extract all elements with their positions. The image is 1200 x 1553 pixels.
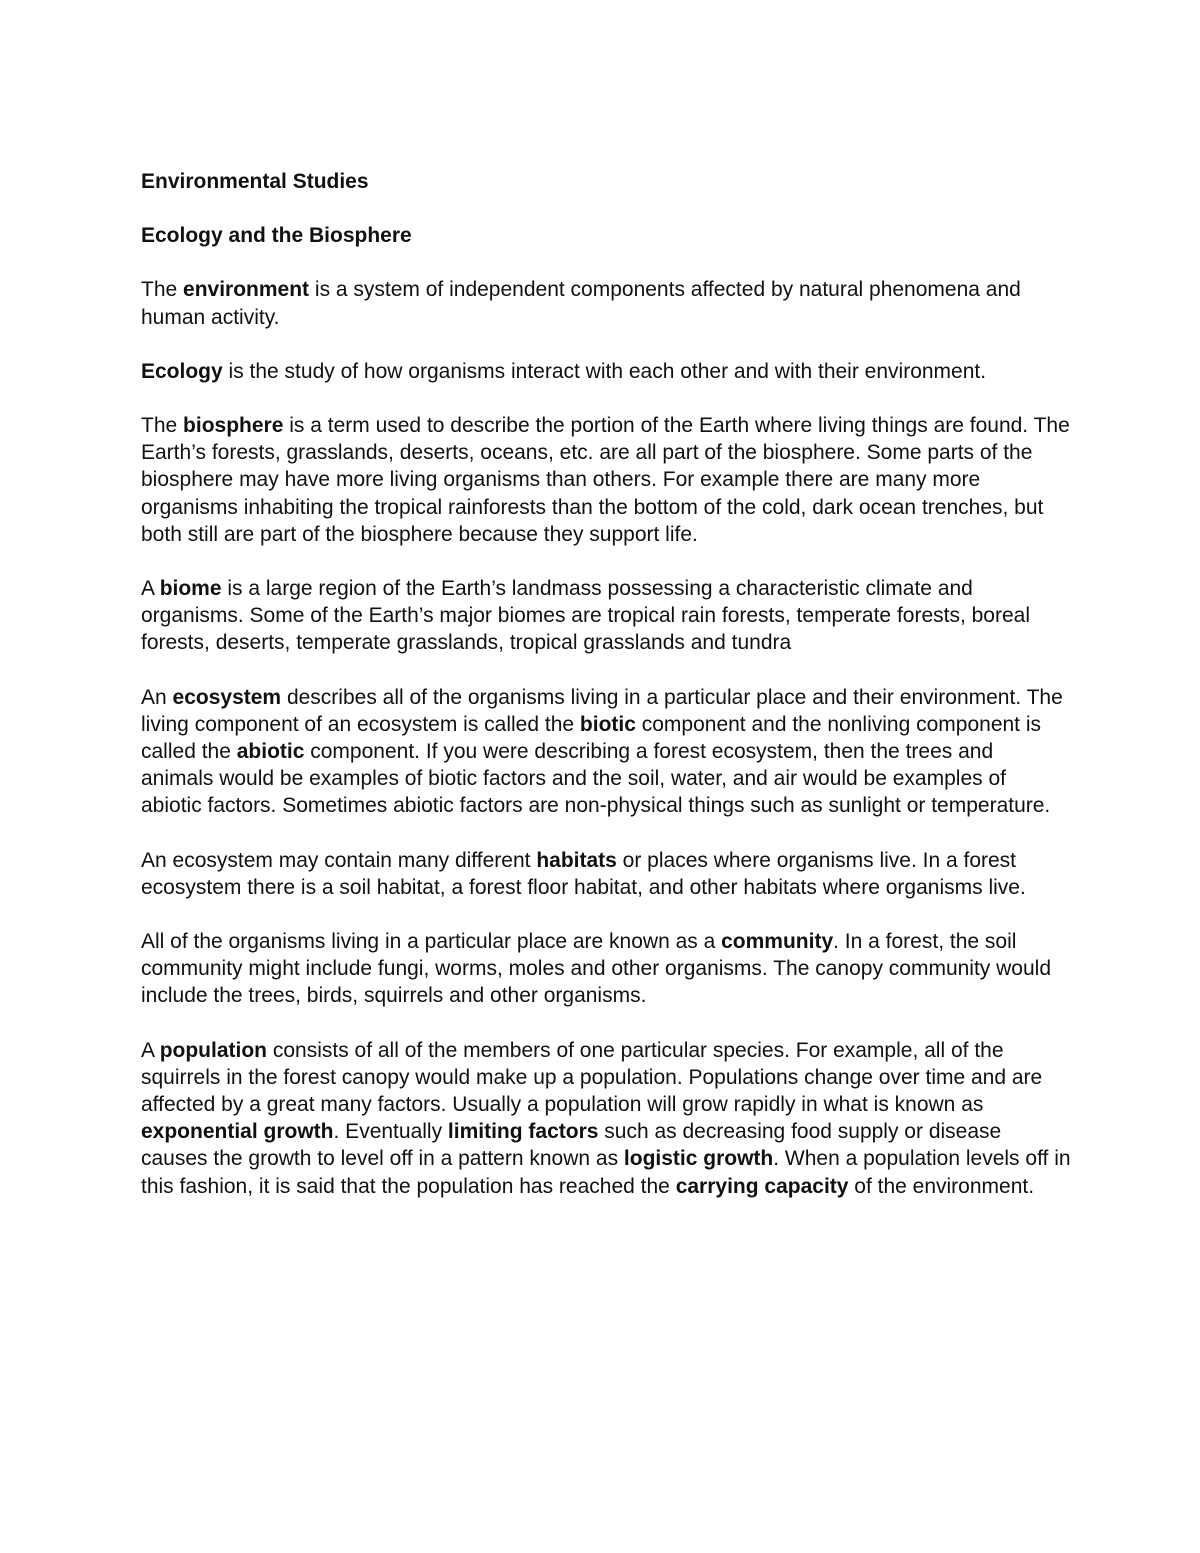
text-run: is a system of independent components affected by natural phenomena and human activity.: [141, 278, 1021, 329]
text-run: component. If you were describing a forest ecosystem, then the trees and animals would be examples of biotic factors and the soil, water, and air would be examples of abiotic factors. Sometimes abiotic factors are non-physical things such as sunlight or temperature.: [141, 740, 1051, 818]
document-title: Environmental Studies: [141, 170, 369, 193]
key-term-biotic: biotic: [579, 712, 636, 736]
key-term-logistic-growth: logistic growth: [623, 1147, 774, 1171]
text-run: component and the nonliving component is called the: [141, 712, 1042, 764]
key-term-ecosystem: ecosystem: [172, 685, 282, 709]
key-term-ecology: Ecology: [141, 359, 223, 383]
key-term-population: population: [159, 1038, 267, 1062]
text-run: The: [141, 278, 184, 302]
text-run: of the environment.: [848, 1174, 1035, 1198]
paragraph-biome: [141, 575, 1071, 657]
text-run: The: [141, 414, 184, 438]
text-run: A: [141, 1038, 160, 1062]
text-run: is a term used to describe the portion of the Earth where living things are found. The Earth’s forests, grasslands, deserts, oceans, etc. are all part of the biosphere. Some parts of the biosphere may have more living organisms than others. For example there are many more organisms inhabiting the tropical rainforests than the bottom of the cold, dark ocean trenches, but both still are part of the biosphere because they support life.: [141, 414, 1070, 546]
text-run: describes all of the organisms living in a particular place and their environment. The living component of an ecosystem is called the: [141, 685, 1063, 736]
text-run: such as decreasing food supply or disease causes the growth to level off in a pattern known as: [141, 1120, 1002, 1171]
key-term-limiting-factors: limiting factors: [447, 1120, 599, 1144]
text-run: An: [141, 685, 173, 709]
key-term-habitats: habitats: [536, 848, 617, 872]
paragraph-community: [141, 928, 1071, 1010]
text-run: is the study of how organisms interact with each other and with their environment.: [222, 359, 987, 383]
key-term-abiotic: abiotic: [236, 740, 305, 764]
text-run: or places where organisms live. In a forest ecosystem there is a soil habitat, a forest floor habitat, and other habitats where organisms live.: [141, 848, 1026, 899]
paragraph-ecology: [141, 358, 1071, 385]
text-run: . When a population levels off in this fashion, it is said that the population has reached the: [141, 1147, 1071, 1198]
key-term-exponential-growth: exponential growth: [141, 1120, 334, 1144]
text-run: All of the organisms living in a particular place are known as a: [141, 930, 722, 954]
key-term-carrying-capacity: carrying capacity: [675, 1174, 849, 1198]
key-term-biosphere: biosphere: [183, 414, 284, 438]
section-heading: Ecology and the Biosphere: [141, 224, 412, 248]
text-run: . In a forest, the soil community might include fungi, worms, moles and other organisms. The canopy community would include the trees, birds, squirrels and other organisms.: [141, 930, 1052, 1008]
document-page: [141, 168, 1071, 1200]
paragraph-habitats: [141, 847, 1071, 901]
paragraph-biosphere: [141, 412, 1071, 548]
paragraph-ecosystem: [141, 684, 1071, 820]
paragraph-environment: [141, 276, 1071, 330]
paragraph-population: [141, 1037, 1071, 1200]
text-run: . Eventually: [333, 1120, 448, 1144]
text-run: consists of all of the members of one particular species. For example, all of the squirrels in the forest canopy would make up a population. Populations change over time and are affected by a great many factors. Usually a population will grow rapidly in what is known as: [141, 1038, 1043, 1117]
text-run: is a large region of the Earth’s landmass possessing a characteristic climate and organisms. Some of the Earth’s major biomes are tropical rain forests, temperate forests, boreal forests, deserts, temperate grasslands, tropical grasslands and tundra: [141, 577, 1031, 655]
key-term-biome: biome: [159, 577, 222, 601]
text-run: An ecosystem may contain many different: [141, 848, 537, 872]
key-term-community: community: [721, 930, 834, 954]
text-run: A: [141, 577, 160, 601]
key-term-environment: environment: [183, 278, 310, 302]
